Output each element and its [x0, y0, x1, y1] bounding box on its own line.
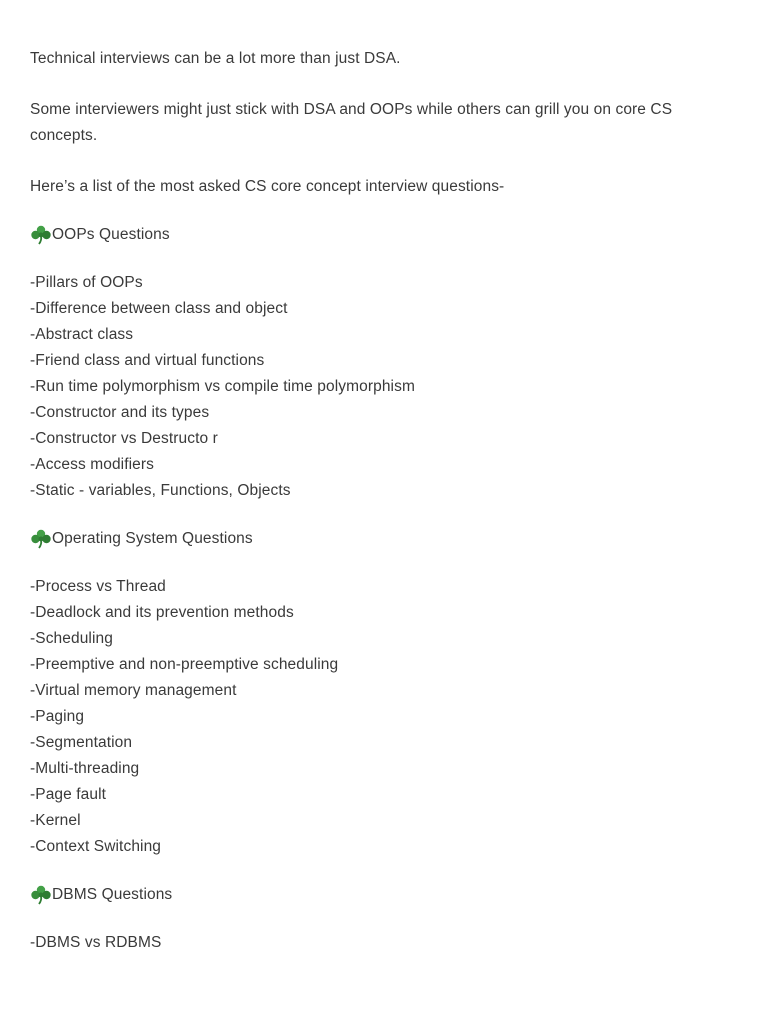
- shamrock-icon: [30, 529, 52, 549]
- list-item: -Process vs Thread: [30, 578, 166, 595]
- list-item: -DBMS vs RDBMS: [30, 934, 162, 951]
- list-item: -Page fault: [30, 786, 107, 803]
- list-item: -Friend class and virtual functions: [30, 352, 265, 369]
- intro-paragraph-2: Some interviewers might just stick with DSA and OOPs while others can grill you on core CS concepts.: [30, 101, 673, 144]
- os-questions-list: [30, 574, 720, 860]
- list-item: -Virtual memory management: [30, 682, 237, 699]
- list-item: -Segmentation: [30, 734, 133, 751]
- section-heading-os: [30, 529, 720, 549]
- list-item: -Preemptive and non-preemptive scheduling: [30, 656, 339, 673]
- section-heading-text: Operating System Questions: [52, 530, 253, 547]
- list-item: -Static - variables, Functions, Objects: [30, 482, 291, 499]
- shamrock-icon: [30, 225, 52, 245]
- section-heading-dbms: [30, 885, 720, 905]
- list-item: -Multi-threading: [30, 760, 140, 777]
- list-item: -Scheduling: [30, 630, 113, 647]
- shamrock-icon: [30, 885, 52, 905]
- list-item: -Context Switching: [30, 838, 162, 855]
- dbms-questions-list: [30, 930, 720, 956]
- article-body: [30, 46, 720, 981]
- list-item: -Access modifiers: [30, 456, 155, 473]
- list-item: -Paging: [30, 708, 85, 725]
- intro-paragraph-1: Technical interviews can be a lot more than just DSA.: [30, 50, 401, 67]
- section-heading-text: DBMS Questions: [52, 886, 173, 903]
- list-item: -Difference between class and object: [30, 300, 288, 317]
- list-item: -Deadlock and its prevention methods: [30, 604, 294, 621]
- section-heading-oops: [30, 225, 720, 245]
- intro-paragraph-3: Here’s a list of the most asked CS core concept interview questions-: [30, 178, 505, 195]
- list-item: -Abstract class: [30, 326, 134, 343]
- list-item: -Run time polymorphism vs compile time polymorphism: [30, 378, 415, 395]
- list-item: -Pillars of OOPs: [30, 274, 143, 291]
- list-item: -Constructor vs Destructo r: [30, 430, 218, 447]
- section-heading-text: OOPs Questions: [52, 226, 170, 243]
- oops-questions-list: [30, 270, 720, 504]
- list-item: -Kernel: [30, 812, 81, 829]
- list-item: -Constructor and its types: [30, 404, 210, 421]
